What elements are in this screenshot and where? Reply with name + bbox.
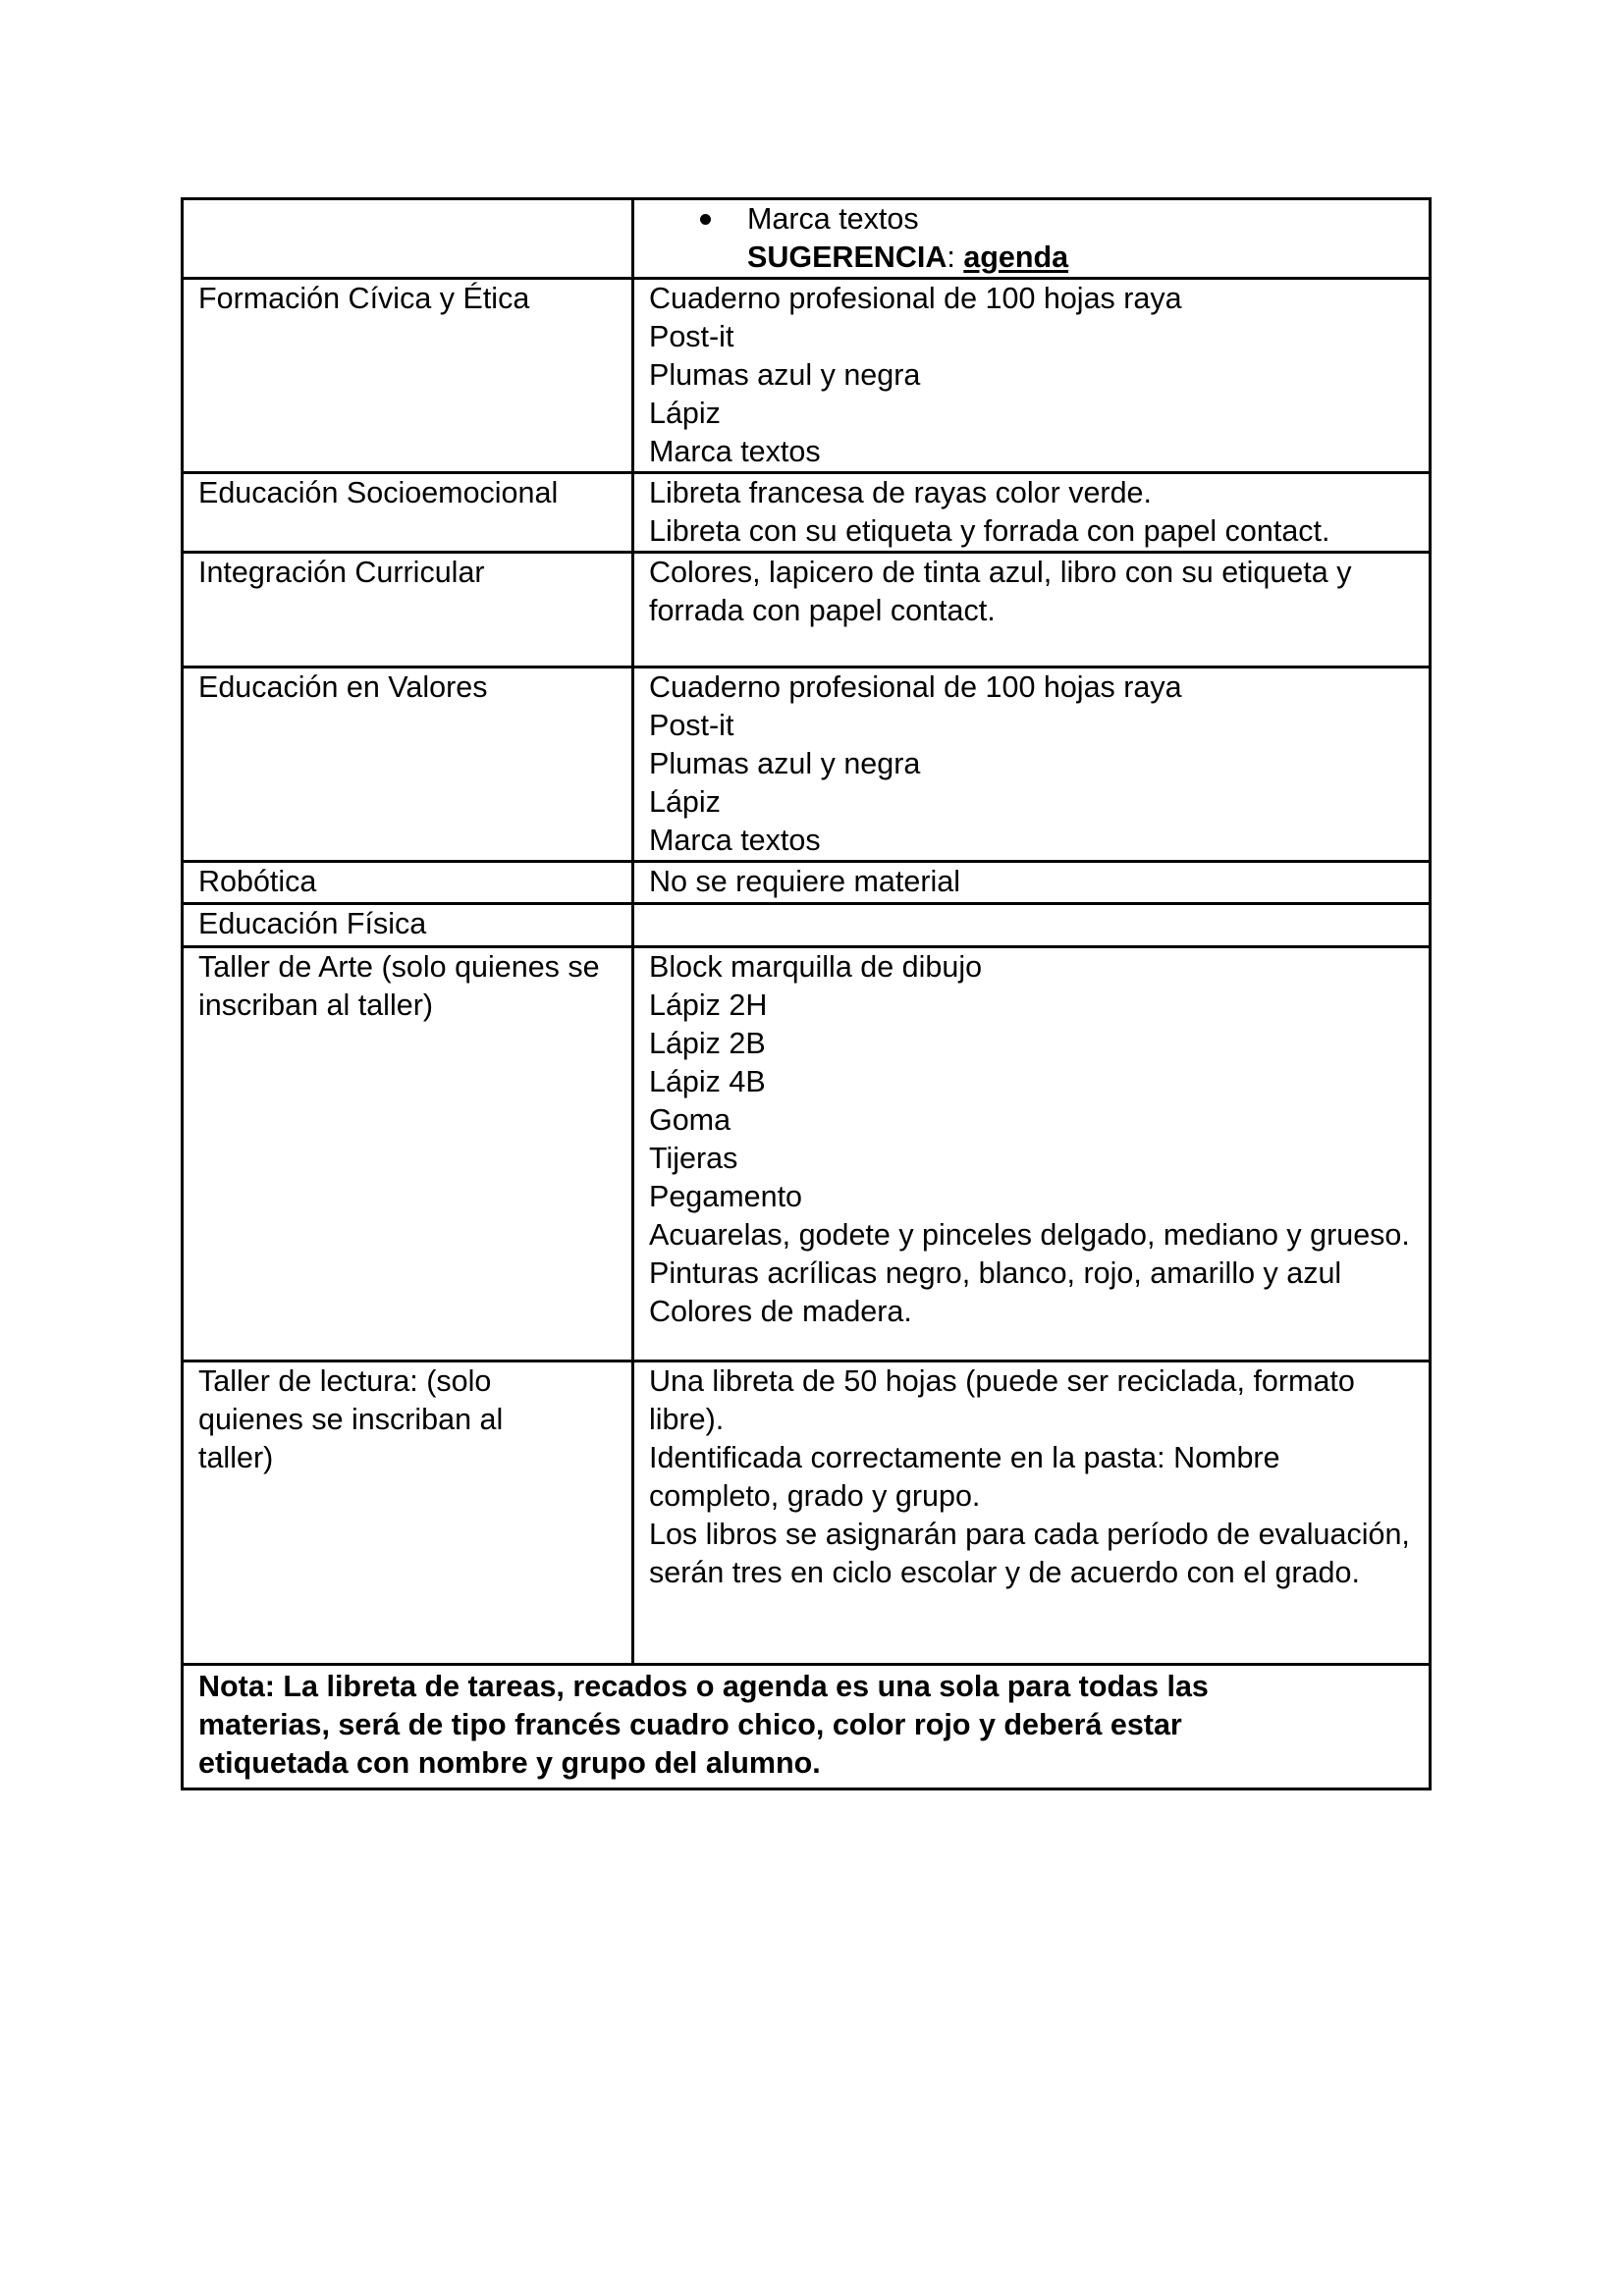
material-item: Lápiz 2H — [649, 988, 768, 1022]
subject-cell — [183, 947, 633, 1362]
materials-cell — [633, 553, 1431, 667]
subject-label: Educación Física — [198, 907, 427, 940]
materials-cell — [633, 199, 1431, 279]
material-item: Cuaderno profesional de 100 hojas raya — [649, 670, 1182, 704]
material-item: Pegamento — [649, 1180, 802, 1213]
list-item — [649, 200, 1415, 239]
subject-cell — [183, 667, 633, 862]
subject-label: Robótica — [198, 865, 317, 898]
subject-label: Taller de lectura: (solo quienes se inscriban al taller) — [198, 1364, 504, 1474]
subject-cell — [183, 1362, 633, 1665]
table-row — [183, 473, 1431, 553]
material-item: Una libreta de 50 hojas (puede ser reciclada, formato libre). — [649, 1364, 1355, 1436]
materials-cell — [633, 862, 1431, 904]
material-item: Acuarelas, godete y pinceles delgado, mediano y grueso. — [649, 1218, 1410, 1252]
note-text: Nota: La libreta de tareas, recados o agenda es una sola para todas las materias, será de tipo francés cuadro chico, color rojo y deberá estar etiquetada con nombre y grupo del alumno. — [198, 1670, 1209, 1780]
school-supplies-table — [181, 197, 1432, 1790]
suggestion-label: SUGERENCIA — [747, 240, 947, 274]
materials-cell — [633, 947, 1431, 1362]
material-item: Marca textos — [649, 824, 821, 857]
subject-label: Educación Socioemocional — [198, 476, 559, 509]
material-item: Lápiz — [649, 397, 721, 430]
materials-cell — [633, 904, 1431, 947]
material-item: Lápiz 4B — [649, 1065, 766, 1098]
subject-label: Taller de Arte (solo quienes se inscriban al taller) — [198, 950, 600, 1022]
materials-cell — [633, 473, 1431, 553]
subject-label: Integración Curricular — [198, 556, 485, 589]
material-item: Tijeras — [649, 1142, 738, 1175]
material-item: No se requiere material — [649, 865, 961, 898]
table-row — [183, 862, 1431, 904]
material-item: Goma — [649, 1103, 731, 1137]
material-item: Lápiz 2B — [649, 1027, 766, 1060]
suggestion-line — [649, 239, 1415, 277]
material-item: Marca textos — [649, 435, 821, 468]
material-item: Cuaderno profesional de 100 hojas raya — [649, 282, 1182, 315]
materials-cell — [633, 667, 1431, 862]
material-item: Identificada correctamente en la pasta: Nombre completo, grado y grupo. — [649, 1441, 1280, 1513]
material-item: Colores, lapicero de tinta azul, libro con su etiqueta y forrada con papel contact. — [649, 556, 1352, 627]
table-row — [183, 279, 1431, 473]
bullet-icon — [700, 214, 711, 225]
suggestion-value: agenda — [963, 240, 1069, 274]
subject-cell — [183, 279, 633, 473]
material-item: Lápiz — [649, 785, 721, 819]
material-item: Los libros se asignarán para cada período de evaluación, serán tres en ciclo escolar y de acuerdo con el grado. — [649, 1518, 1410, 1589]
material-item: Post-it — [649, 320, 734, 353]
material-item: Libreta con su etiqueta y forrada con papel contact. — [649, 514, 1330, 548]
table-row-note — [183, 1665, 1431, 1789]
subject-cell — [183, 553, 633, 667]
material-item: Post-it — [649, 709, 734, 742]
subject-cell — [183, 904, 633, 947]
note-cell — [183, 1665, 1431, 1789]
table-row — [183, 904, 1431, 947]
material-item: Block marquilla de dibujo — [649, 950, 983, 984]
table-row — [183, 667, 1431, 862]
material-item: Colores de madera. — [649, 1295, 912, 1328]
table-row — [183, 947, 1431, 1362]
subject-cell — [183, 199, 633, 279]
materials-cell — [633, 279, 1431, 473]
material-item: Plumas azul y negra — [649, 747, 921, 780]
material-item: Libreta francesa de rayas color verde. — [649, 476, 1152, 509]
materials-cell — [633, 1362, 1431, 1665]
material-item: Pinturas acrílicas negro, blanco, rojo, amarillo y azul — [649, 1256, 1342, 1290]
material-item: Plumas azul y negra — [649, 358, 921, 392]
table-row — [183, 1362, 1431, 1665]
suggestion-separator: : — [947, 240, 955, 274]
subject-label: Educación en Valores — [198, 670, 488, 704]
subject-cell — [183, 473, 633, 553]
subject-label: Formación Cívica y Ética — [198, 282, 530, 315]
subject-cell — [183, 862, 633, 904]
table-row — [183, 553, 1431, 667]
material-item: Marca textos — [747, 202, 919, 236]
table-row — [183, 199, 1431, 279]
